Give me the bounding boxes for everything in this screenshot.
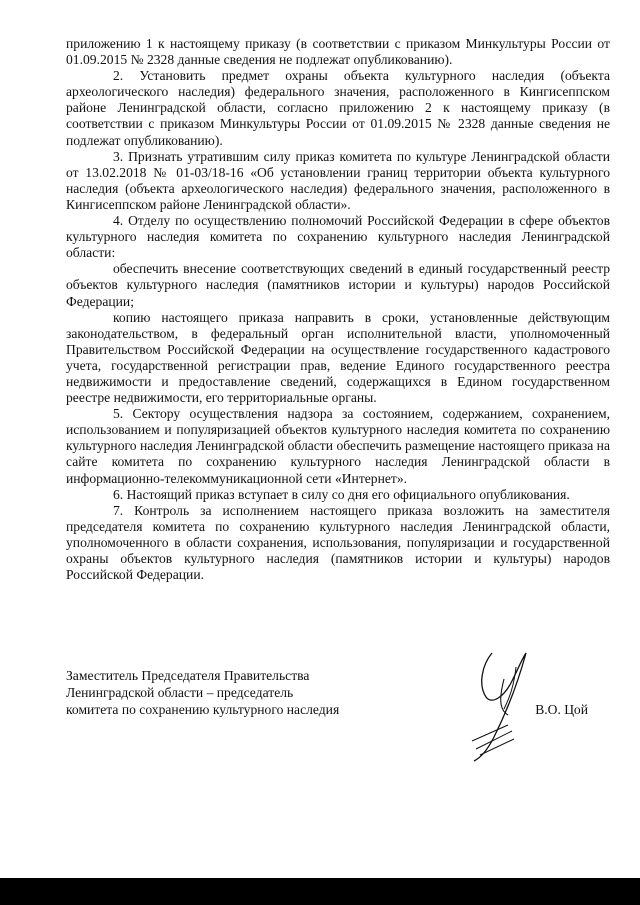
- paragraph-1: 2. Установить предмет охраны объекта культурного наследия (объекта археологического наследия) федерального значения, расположенного в Кингисеппском районе Ленинградской области, согласно приложению 2 к настоящему приказу (в соответствии с приказом Минкультуры России от 01.09.2015 № 2328 данные сведения не подлежат опубликованию).: [66, 68, 610, 148]
- paragraph-5: копию настоящего приказа направить в сроки, установленные действующим законодательством, в федеральный орган исполнительной власти, уполномоченный Правительством Российской Федерации на осуществление государственного кадастрового учета, государственной регистрации прав, ведение Единого государственного реестра недвижимости и предоставление сведений, содержащихся в Едином государственном реестре недвижимости, его территориальные органы.: [66, 309, 610, 406]
- paragraph-3: 4. Отделу по осуществлению полномочий Российской Федерации в сфере объектов культурного наследия комитета по сохранению культурного наследия Ленинградской области:: [66, 213, 610, 261]
- paragraph-2: 3. Признать утратившим силу приказ комитета по культуре Ленинградской области от 13.02.2018 № 01-03/18-16 «Об установлении границ территории объекта культурного наследия (объекта археологического наследия) федерального значения, расположенного в Кингисеппском районе Ленинградской области».: [66, 148, 610, 212]
- paragraph-6: 5. Сектору осуществления надзора за состоянием, содержанием, сохранением, использованием и популяризацией объектов культурного наследия комитета по сохранению культурного наследия Ленинградской области обеспечить размещение настоящего приказа на сайте комитета по сохранению культурного наследия Ленинградской области в информационно-телекоммуникационной сети «Интернет».: [66, 406, 610, 486]
- paragraph-7: 6. Настоящий приказ вступает в силу со дня его официального опубликования.: [113, 486, 570, 502]
- paragraph-0: приложению 1 к настоящему приказу (в соответствии с приказом Минкультуры России от 01.09.2015 № 2328 данные сведения не подлежат опубликованию).: [66, 36, 610, 68]
- signatory-title-line-3: комитета по сохранению культурного наследия: [66, 702, 340, 717]
- signatory-title-line-1: Заместитель Председателя Правительства: [66, 668, 310, 683]
- scan-bottom-bar: [0, 878, 640, 905]
- signatory-title-line-2: Ленинградской области – председатель: [66, 685, 294, 700]
- paragraph-8: 7. Контроль за исполнением настоящего приказа возложить на заместителя председателя комитета по сохранению культурного наследия Ленинградской области, уполномоченного в области сохранения, использования, популяризации и государственной охраны объектов культурного наследия (памятников истории и культуры) народов Российской Федерации.: [66, 502, 610, 583]
- signature-block: [66, 667, 610, 718]
- document-body: [66, 36, 610, 583]
- signatory-name: В.О. Цой: [535, 702, 588, 717]
- paragraph-4: обеспечить внесение соответствующих сведений в единый государственный реестр объектов культурного наследия (памятников истории и культуры) народов Российской Федерации;: [66, 261, 610, 309]
